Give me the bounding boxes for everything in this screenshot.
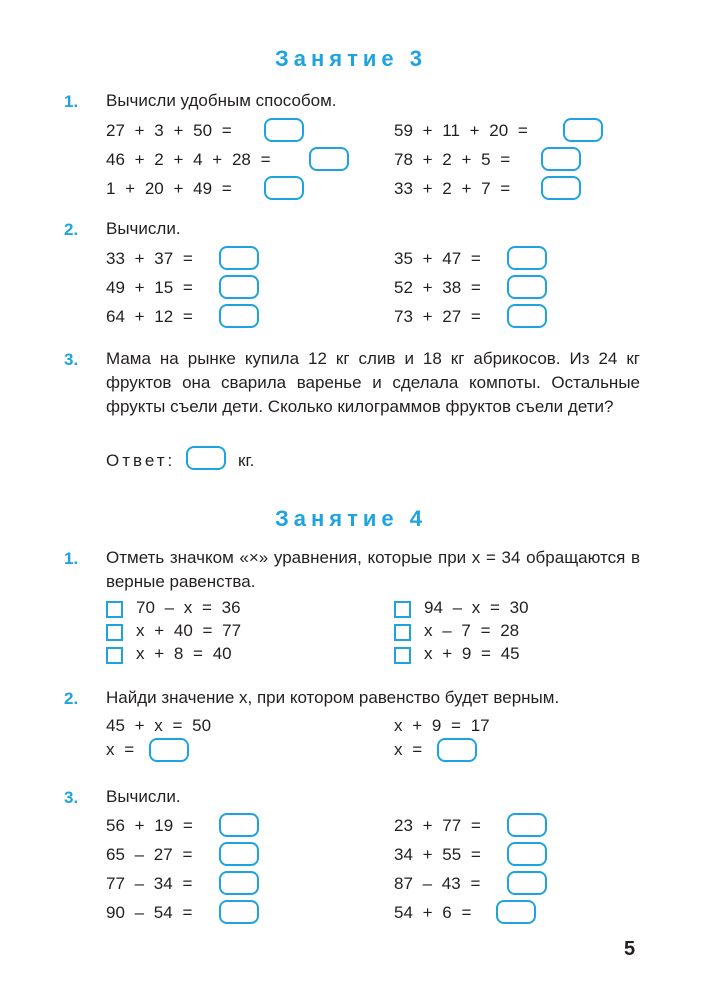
equation: 78 + 2 + 5 = xyxy=(394,150,511,169)
equation: x + 9 = 17 xyxy=(394,716,490,735)
equation: 23 + 77 = xyxy=(394,816,481,835)
checkbox[interactable] xyxy=(394,601,411,618)
answer-unit: кг. xyxy=(238,451,255,470)
equation: 35 + 47 = xyxy=(394,249,481,268)
equation: 46 + 2 + 4 + 28 = xyxy=(106,150,271,169)
lesson-3-title: Занятие 3 xyxy=(274,46,428,71)
equation: 77 – 34 = xyxy=(106,874,193,893)
answer-box[interactable] xyxy=(507,275,547,299)
equation: 70 – x = 36 xyxy=(136,598,241,617)
equation: 33 + 2 + 7 = xyxy=(394,179,511,198)
task-text: Отметь значком «×» уравнения, которые при x = 34 обращаются в верные равенства. xyxy=(106,548,640,591)
task-number: 3. xyxy=(64,788,79,807)
task-number: 2. xyxy=(64,220,79,239)
equation: 45 + x = 50 xyxy=(106,716,212,735)
answer-box[interactable] xyxy=(219,246,259,270)
x-label: x = xyxy=(106,740,135,759)
task-number: 3. xyxy=(64,350,79,369)
equation: 33 + 37 = xyxy=(106,249,193,268)
task-number: 2. xyxy=(64,689,79,708)
task-number: 1. xyxy=(64,549,79,568)
task-text: Найди значение x, при котором равенство будет верным. xyxy=(106,688,560,707)
answer-box[interactable] xyxy=(264,176,304,200)
equation: 1 + 20 + 49 = xyxy=(106,179,232,198)
answer-box[interactable] xyxy=(541,147,581,171)
task-text: Вычисли. xyxy=(106,787,181,806)
answer-box[interactable] xyxy=(219,842,259,866)
answer-box[interactable] xyxy=(309,147,349,171)
answer-box[interactable] xyxy=(507,246,547,270)
answer-box[interactable] xyxy=(186,446,226,470)
answer-box[interactable] xyxy=(496,900,536,924)
x-label: x = xyxy=(394,740,423,759)
lesson-4-title: Занятие 4 xyxy=(274,506,428,531)
answer-box[interactable] xyxy=(507,842,547,866)
equation: x + 40 = 77 xyxy=(136,621,242,640)
equation: 56 + 19 = xyxy=(106,816,193,835)
checkbox[interactable] xyxy=(394,624,411,641)
equation: 64 + 12 = xyxy=(106,307,193,326)
answer-box[interactable] xyxy=(437,738,477,762)
task-text: Вычисли удобным способом. xyxy=(106,91,337,110)
page-number: 5 xyxy=(624,938,636,960)
answer-box[interactable] xyxy=(219,813,259,837)
equation: 27 + 3 + 50 = xyxy=(106,121,232,140)
answer-box[interactable] xyxy=(507,813,547,837)
equation: 59 + 11 + 20 = xyxy=(394,121,528,140)
equation: 73 + 27 = xyxy=(394,307,481,326)
task-number: 1. xyxy=(64,92,79,111)
equation: 87 – 43 = xyxy=(394,874,481,893)
equation: x + 9 = 45 xyxy=(424,644,520,663)
checkbox[interactable] xyxy=(106,601,123,618)
answer-box[interactable] xyxy=(563,118,603,142)
equation: 65 – 27 = xyxy=(106,845,193,864)
answer-label: Ответ: xyxy=(106,451,176,470)
equation: 90 – 54 = xyxy=(106,903,193,922)
equation: 94 – x = 30 xyxy=(424,598,529,617)
checkbox[interactable] xyxy=(106,624,123,641)
checkbox[interactable] xyxy=(394,647,411,664)
equation: 52 + 38 = xyxy=(394,278,481,297)
answer-box[interactable] xyxy=(219,900,259,924)
answer-box[interactable] xyxy=(507,304,547,328)
equation: 34 + 55 = xyxy=(394,845,481,864)
equation: x + 8 = 40 xyxy=(136,644,232,663)
task-text: Вычисли. xyxy=(106,219,181,238)
answer-box[interactable] xyxy=(219,304,259,328)
answer-box[interactable] xyxy=(149,738,189,762)
answer-box[interactable] xyxy=(219,871,259,895)
equation: 49 + 15 = xyxy=(106,278,193,297)
word-problem-text: Мама на рынке купила 12 кг слив и 18 кг абрикосов. Из 24 кг фруктов она сварила варенье и сделала компоты. Остальные фрукты съели дети. Сколько килограммов фруктов съели дети? xyxy=(106,349,640,416)
checkbox[interactable] xyxy=(106,647,123,664)
answer-box[interactable] xyxy=(264,118,304,142)
answer-box[interactable] xyxy=(507,871,547,895)
answer-box[interactable] xyxy=(219,275,259,299)
equation: 54 + 6 = xyxy=(394,903,472,922)
equation: x – 7 = 28 xyxy=(424,621,520,640)
answer-box[interactable] xyxy=(541,176,581,200)
